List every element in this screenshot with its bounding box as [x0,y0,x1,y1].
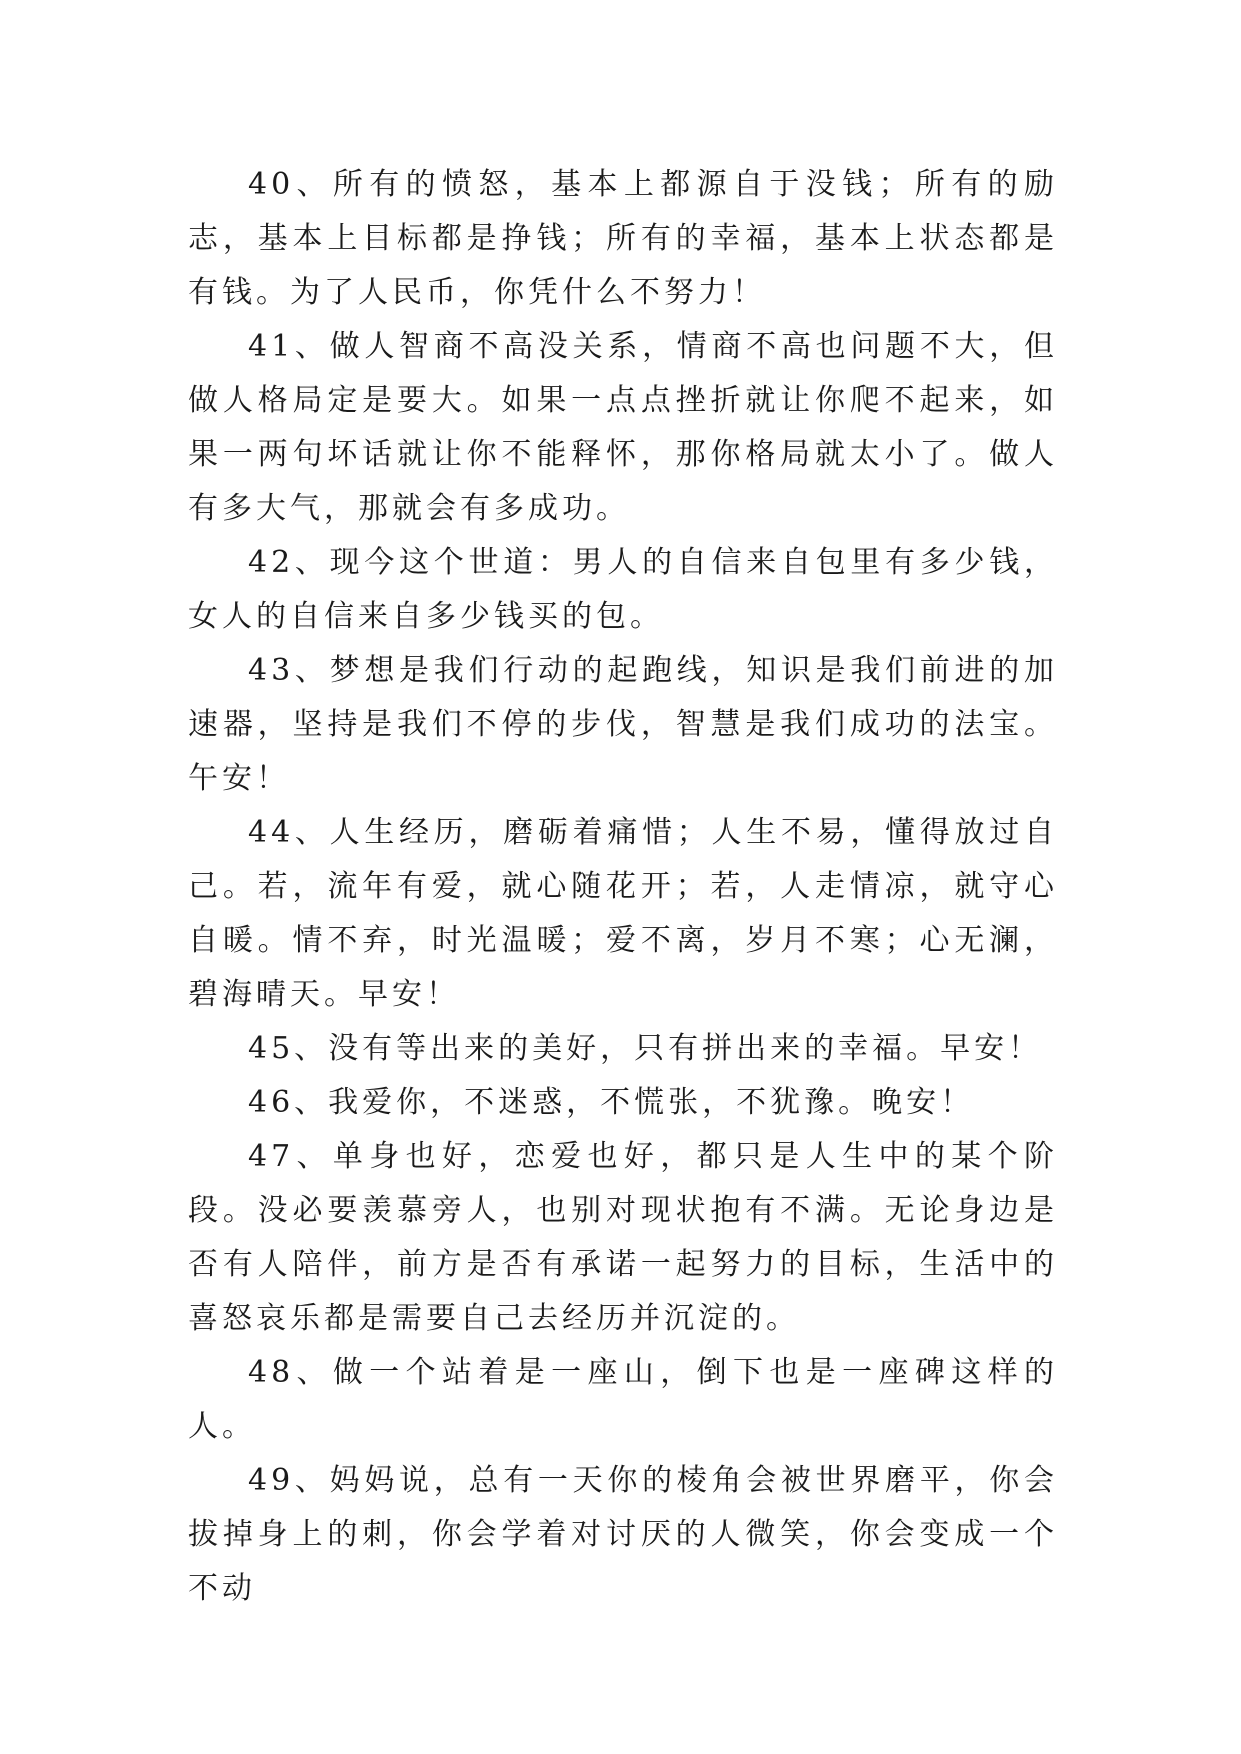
paragraph-42: 42、现今这个世道：男人的自信来自包里有多少钱，女人的自信来自多少钱买的包。 [188,545,1058,634]
paragraph-43: 43、梦想是我们行动的起跑线，知识是我们前进的加速器，坚持是我们不停的步伐，智慧是我们成功的法宝。午安！ [188,653,1058,796]
paragraph-40: 40、所有的愤怒，基本上都源自于没钱；所有的励志，基本上目标都是挣钱；所有的幸福，基本上状态都是有钱。为了人民币，你凭什么不努力！ [188,167,1058,310]
paragraph-44: 44、人生经历，磨砺着痛惜；人生不易，懂得放过自己。若，流年有爱，就心随花开；若，人走情凉，就守心自暖。情不弃，时光温暖；爱不离，岁月不寒；心无澜，碧海晴天。早安！ [188,815,1058,1012]
paragraph-49: 49、妈妈说，总有一天你的棱角会被世界磨平，你会拔掉身上的刺，你会学着对讨厌的人微笑，你会变成一个不动 [188,1463,1058,1606]
paragraph-45: 45、没有等出来的美好，只有拼出来的幸福。早安！ [248,1031,1043,1066]
document-body [188,158,1058,1616]
paragraph-48: 48、做一个站着是一座山，倒下也是一座碑这样的人。 [188,1355,1058,1444]
paragraph-46: 46、我爱你，不迷惑，不慌张，不犹豫。晚安！ [248,1085,975,1120]
paragraph-41: 41、做人智商不高没关系，情商不高也问题不大，但做人格局定是要大。如果一点点挫折就让你爬不起来，如果一两句坏话就让你不能释怀，那你格局就太小了。做人有多大气，那就会有多成功。 [188,329,1058,526]
paragraph-47: 47、单身也好，恋爱也好，都只是人生中的某个阶段。没必要羡慕旁人，也别对现状抱有不满。无论身边是否有人陪伴，前方是否有承诺一起努力的目标，生活中的喜怒哀乐都是需要自己去经历并沉淀的。 [188,1139,1058,1336]
